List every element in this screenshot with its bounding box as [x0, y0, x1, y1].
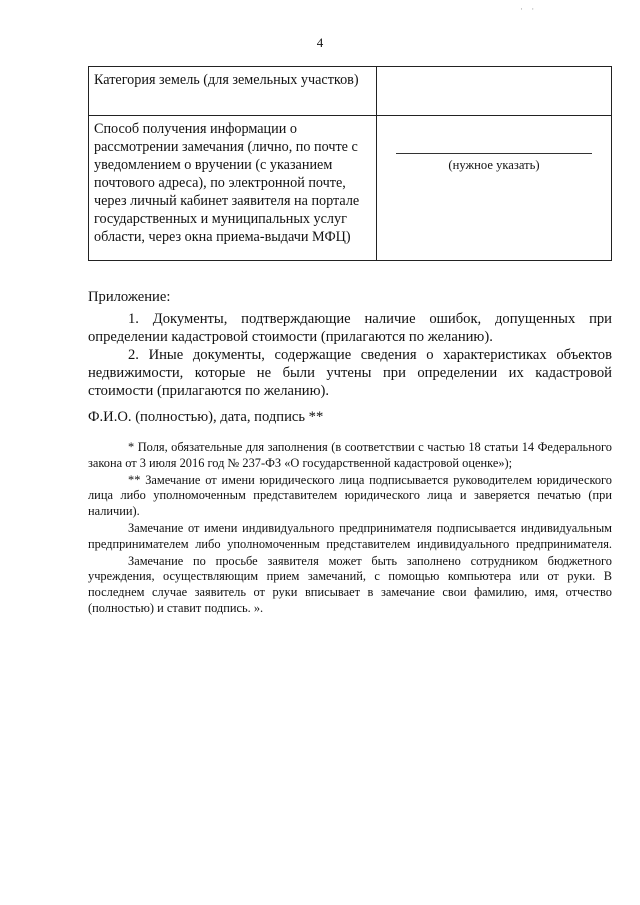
delivery-method-value	[377, 116, 612, 261]
fill-in-line	[396, 153, 592, 154]
delivery-method-note: (нужное указать)	[448, 158, 540, 172]
footnote-required-fields: * Поля, обязательные для заполнения (в соответствии с частью 18 статьи 14 Федерального закона от 3 июля 2016 год № 237-ФЗ «О государственной кадастровой оценке»);	[88, 440, 612, 470]
table-row-delivery-method	[89, 116, 612, 261]
table-row-land-category	[89, 67, 612, 116]
appendix-item: 2. Иные документы, содержащие сведения о характеристиках объектов недвижимости, которые не были учтены при определении их кадастровой стоимости (прилагаются по желанию).	[88, 347, 612, 399]
scan-marks: · ·	[520, 4, 538, 14]
land-category-value	[377, 67, 612, 116]
appendix-section	[88, 288, 612, 400]
appendix-title: Приложение:	[88, 289, 171, 305]
footnote-legal-entity: ** Замечание от имени юридического лица подписывается руководителем юридического лица либо уполномоченным представителем юридического лица и заверяется печатью (при наличии).	[88, 472, 612, 519]
footnotes-section	[88, 440, 612, 618]
land-category-label: Категория земель (для земельных участков)	[89, 67, 377, 116]
footnote-entrepreneur: Замечание от имени индивидуального предпринимателя подписывается индивидуальным предпринимателем либо уполномоченным представителем индивидуального предпринимателя.	[88, 520, 612, 551]
delivery-method-label: Способ получения информации о рассмотрении замечания (лично, по почте с уведомлением о вручении (с указанием почтового адреса), по электронной почте, через личный кабинет заявителя на портале государственных и муниципальных услуг области, через окна приема-выдачи МФЦ)	[89, 116, 377, 261]
appendix-item: 1. Документы, подтверждающие наличие ошибок, допущенных при определении кадастровой стоимости (прилагаются по желанию).	[88, 311, 612, 345]
footnote-staff-fill: Замечание по просьбе заявителя может быть заполнено сотрудником бюджетного учреждения, осуществляющим прием замечаний, с помощью компьютера или от руки. В последнем случае заявитель от руки вписывает в замечание свои фамилию, имя, отчество (полностью) и ставит подпись. ».	[88, 553, 612, 615]
signature-line: Ф.И.О. (полностью), дата, подпись **	[88, 409, 324, 425]
info-table	[88, 66, 612, 261]
page-number: 4	[316, 35, 324, 50]
